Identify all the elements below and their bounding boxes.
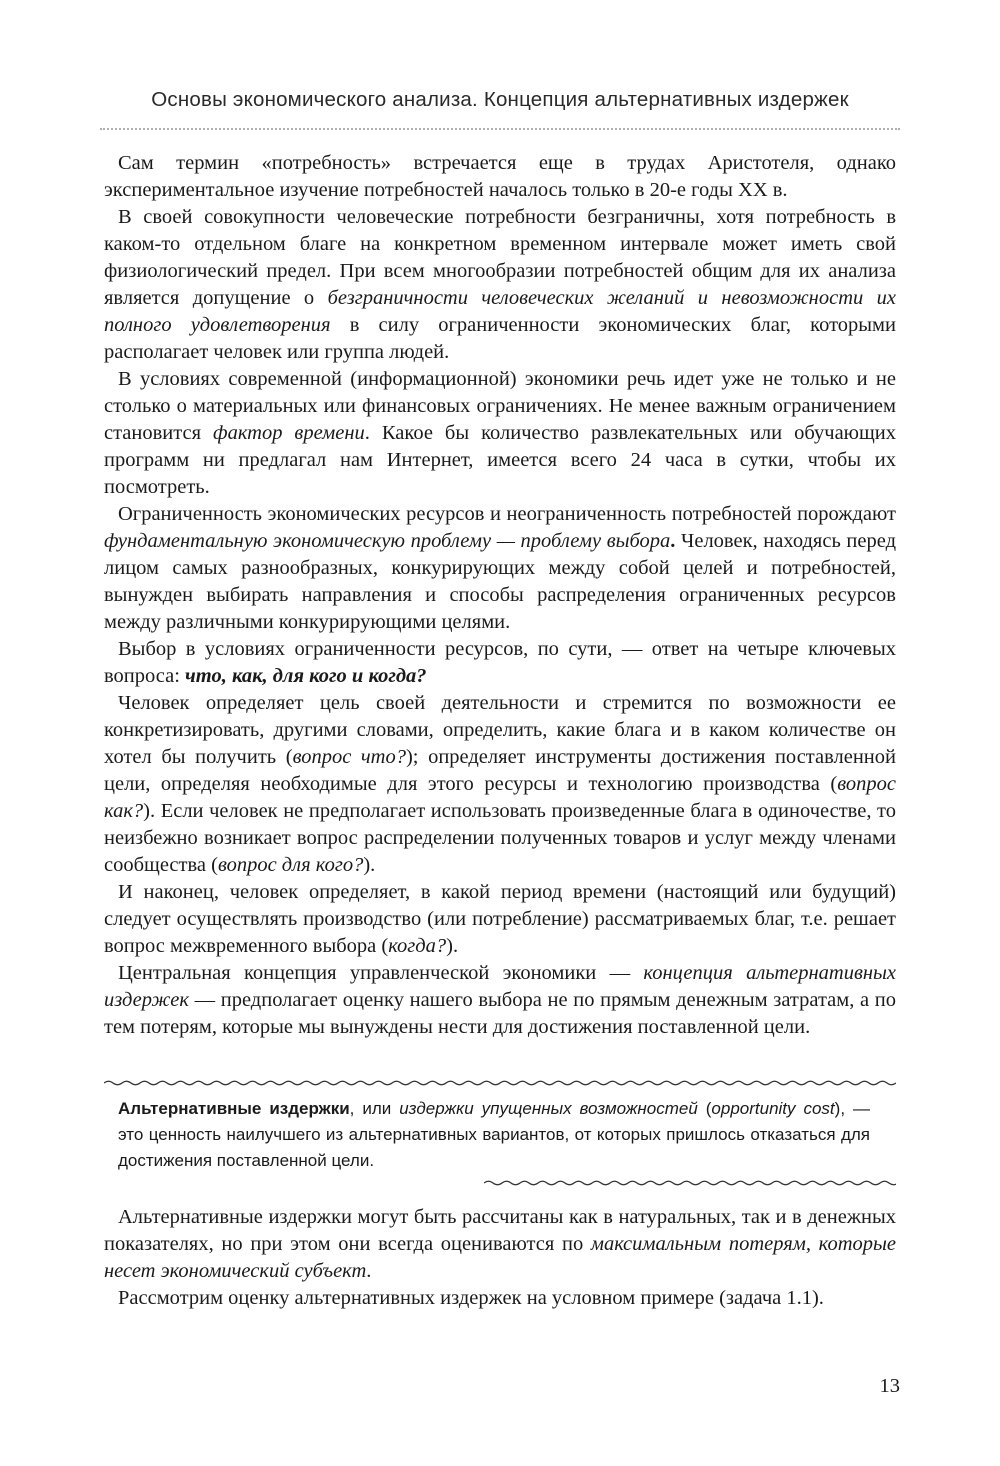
paragraph-segment: ). bbox=[446, 935, 459, 957]
paragraph-segment: концепция альтернативных издержек bbox=[104, 962, 896, 1011]
paragraph bbox=[104, 204, 896, 366]
definition-open-paren: ( bbox=[697, 1099, 712, 1118]
paragraph-segment: в силу ограниченности экономических благ, которыми располагает человек или группа людей. bbox=[104, 314, 896, 363]
paragraph-segment: когда? bbox=[388, 935, 447, 957]
paragraph-segment: Человек определяет цель своей деятельности и стремится по возможности ее конкретизировать, другими словами, определить, какие блага и в каком количестве он хотел бы получить ( bbox=[104, 692, 896, 768]
paragraph-segment: ). Если человек не предполагает использовать произведенные блага в одиночестве, то неизбежно возникает вопрос распределении полученных товаров и услуг между членами сообщества ( bbox=[104, 800, 896, 876]
paragraph-segment: ). bbox=[363, 854, 376, 876]
paragraph-segment: . bbox=[366, 1260, 372, 1282]
definition-rest: , — это ценность наилучшего из альтернативных вариантов, от которых пришлось отказаться для достижения поставленной цели. bbox=[118, 1099, 870, 1170]
paragraph bbox=[104, 690, 896, 879]
page-number: 13 bbox=[879, 1375, 900, 1397]
definition-connector: , или bbox=[349, 1099, 400, 1118]
paragraph-segment: . Какое бы количество развлекательных или обучающих программ ни предлагал нам Интернет, имеется всего 24 часа в сутки, чтобы их посмотреть. bbox=[104, 422, 896, 498]
paragraph-segment: В своей совокупности человеческие потребности безграничны, хотя потребность в каком-то отдельном благе на конкретном временном интервале может иметь свой физиологический предел. При всем многообразии потребностей общим для их анализа является допущение о bbox=[104, 206, 896, 309]
definition-wave-bottom bbox=[484, 1178, 896, 1188]
running-header: Основы экономического анализа. Концепция альтернативных издержек bbox=[151, 88, 849, 111]
paragraph-segment: максимальным потерям, которые несет экономический субъект bbox=[104, 1233, 896, 1282]
paragraph bbox=[104, 636, 896, 690]
paragraph-segment: И наконец, человек определяет, в какой период времени (настоящий или будущий) следует осуществлять производство (или потребление) рассматриваемых благ, т.е. решает вопрос межвременного выбора ( bbox=[104, 881, 896, 957]
paragraph-segment: Альтернативные издержки могут быть рассчитаны как в натуральных, так и в денежных показателях, но при этом они всегда оцениваются по bbox=[104, 1206, 896, 1255]
paragraph-segment: . bbox=[670, 530, 676, 552]
paragraph bbox=[104, 1204, 896, 1285]
paragraph-segment: Ограниченность экономических ресурсов и неограниченность потребностей порождают bbox=[118, 503, 896, 525]
paragraph-segment: Выбор в условиях ограниченности ресурсов, по сути, — ответ на четыре ключевых вопроса: bbox=[104, 638, 896, 687]
definition-wave-top bbox=[104, 1078, 896, 1088]
definition-text bbox=[118, 1096, 870, 1174]
definition-box bbox=[118, 1096, 870, 1174]
definition-close-paren: ) bbox=[834, 1099, 841, 1118]
body-text-after bbox=[104, 1204, 896, 1312]
paragraph-segment: безграничности человеческих желаний и невозможности их полного удовлетворения bbox=[104, 287, 896, 336]
paragraph bbox=[104, 366, 896, 501]
paragraph-segment: вопрос как? bbox=[104, 773, 896, 822]
header-rule bbox=[100, 128, 900, 130]
paragraph bbox=[104, 1285, 896, 1312]
paragraph-segment: — предполагает оценку нашего выбора не по прямым денежным затратам, а по тем потерям, которые мы вынуждены нести для достижения поставленной цели. bbox=[104, 989, 896, 1038]
paragraph bbox=[104, 879, 896, 960]
paragraph bbox=[104, 150, 896, 204]
paragraph-segment: ); определяет инструменты достижения поставленной цели, определяя необходимые для этого ресурсы и технологию производства ( bbox=[104, 746, 896, 795]
body-text bbox=[104, 150, 896, 1041]
paragraph-segment: фундаментальную экономическую проблему — проблему выбора bbox=[104, 530, 671, 552]
paragraph-segment: Центральная концепция управленческой экономики — bbox=[118, 962, 644, 984]
paragraph-segment: вопрос что? bbox=[292, 746, 406, 768]
paragraph-segment: Сам термин «потребность» встречается еще в трудах Аристотеля, однако экспериментальное изучение потребностей началось только в 20-е годы XX в. bbox=[104, 152, 896, 201]
definition-english-term: opportunity cost bbox=[711, 1099, 835, 1118]
definition-term: Альтернативные издержки bbox=[118, 1099, 350, 1118]
definition-alt-term: издержки упущенных возможностей bbox=[399, 1099, 698, 1118]
paragraph-segment: что, как, для кого и когда? bbox=[185, 665, 427, 687]
paragraph-segment: вопрос для кого? bbox=[217, 854, 364, 876]
paragraph bbox=[104, 501, 896, 636]
paragraph-segment: фактор времени bbox=[213, 422, 365, 444]
paragraph bbox=[104, 960, 896, 1041]
paragraph-segment: В условиях современной (информационной) экономики речь идет уже не только и не столько о материальных или финансовых ограничениях. Не менее важным ограничением становится bbox=[104, 368, 896, 444]
paragraph-segment: Человек, находясь перед лицом самых разнообразных, конкурирующих между собой целей и потребностей, вынужден выбирать направления и способы распределения ограниченных ресурсов между различными конкурирующими целями. bbox=[104, 530, 897, 633]
paragraph-segment: Рассмотрим оценку альтернативных издержек на условном примере (задача 1.1). bbox=[118, 1287, 824, 1309]
